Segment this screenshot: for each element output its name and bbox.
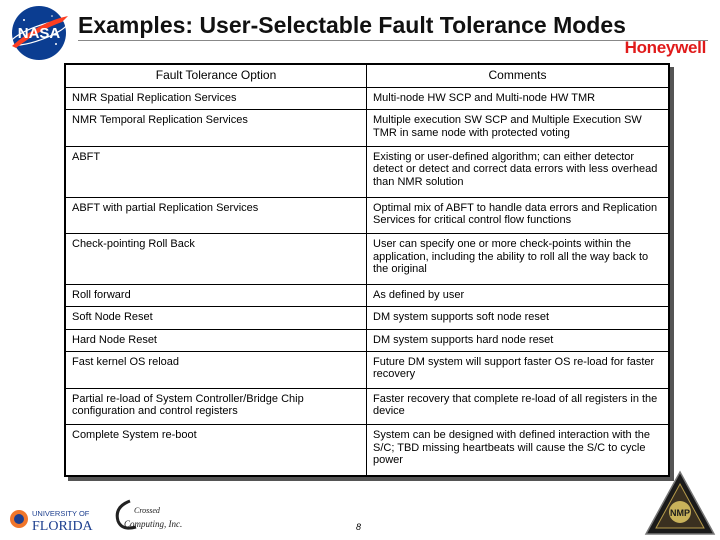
comment-cell: As defined by user [367,285,669,307]
comment-cell: Multi-node HW SCP and Multi-node HW TMR [367,88,669,110]
comment-cell: Existing or user-defined algorithm; can either detector detect or detect and correct data errors with less overhead than NMR solution [367,146,669,197]
comment-cell: DM system supports soft node reset [367,307,669,329]
nasa-logo [4,4,74,62]
table-row [66,146,669,197]
comment-cell: Optimal mix of ABFT to handle data errors and Replication Services for critical control flow functions [367,197,669,234]
comment-cell: Future DM system will support faster OS re-load for faster recovery [367,351,669,388]
university-of-florida-logo [8,504,103,534]
nasa-logo-text: NASA [17,25,61,42]
comment-cell: User can specify one or more check-points within the application, including the ability to roll all the way back to the original [367,234,669,285]
option-cell: Complete System re-boot [66,425,367,476]
option-cell: NMR Spatial Replication Services [66,88,367,110]
option-cell: Partial re-load of System Controller/Bridge Chip configuration and control registers [66,388,367,425]
nmp-logo [644,470,716,536]
option-cell: NMR Temporal Replication Services [66,110,367,147]
table-row [66,351,669,388]
table-row [66,329,669,351]
table-row [66,88,669,110]
comment-cell: DM system supports hard node reset [367,329,669,351]
table-row [66,197,669,234]
option-cell: Soft Node Reset [66,307,367,329]
column-header-comments: Comments [367,65,669,88]
page-title: Examples: User-Selectable Fault Tolerance Modes [78,12,626,38]
uf-logo-line1: UNIVERSITY OF [32,509,90,518]
table-row [66,110,669,147]
uf-logo-line2: FLORIDA [32,519,93,534]
option-cell: ABFT [66,146,367,197]
option-cell: Check-pointing Roll Back [66,234,367,285]
table-row [66,234,669,285]
comment-cell: System can be designed with defined interaction with the S/C; TBD missing heartbeats will cause the S/C to cycle power [367,425,669,476]
fault-tolerance-table [64,63,670,477]
ci-logo-line1: Crossed [134,506,160,515]
comment-cell: Faster recovery that complete re-load of all registers in the device [367,388,669,425]
honeywell-logo: Honeywell [624,38,706,57]
ci-logo-line2: Computing, Inc. [124,519,183,529]
column-header-option: Fault Tolerance Option [66,65,367,88]
option-cell: Hard Node Reset [66,329,367,351]
option-cell: Roll forward [66,285,367,307]
option-cell: Fast kernel OS reload [66,351,367,388]
table-row [66,388,669,425]
table-row [66,425,669,476]
comment-cell: Multiple execution SW SCP and Multiple Execution SW TMR in same node with protected voting [367,110,669,147]
page-number: 8 [356,522,362,532]
option-cell: ABFT with partial Replication Services [66,197,367,234]
table-row [66,285,669,307]
nmp-logo-text: NMP [670,508,690,518]
title-divider [78,40,708,41]
table-header-row [66,65,669,88]
crossed-computing-logo [110,497,184,535]
table-row [66,307,669,329]
